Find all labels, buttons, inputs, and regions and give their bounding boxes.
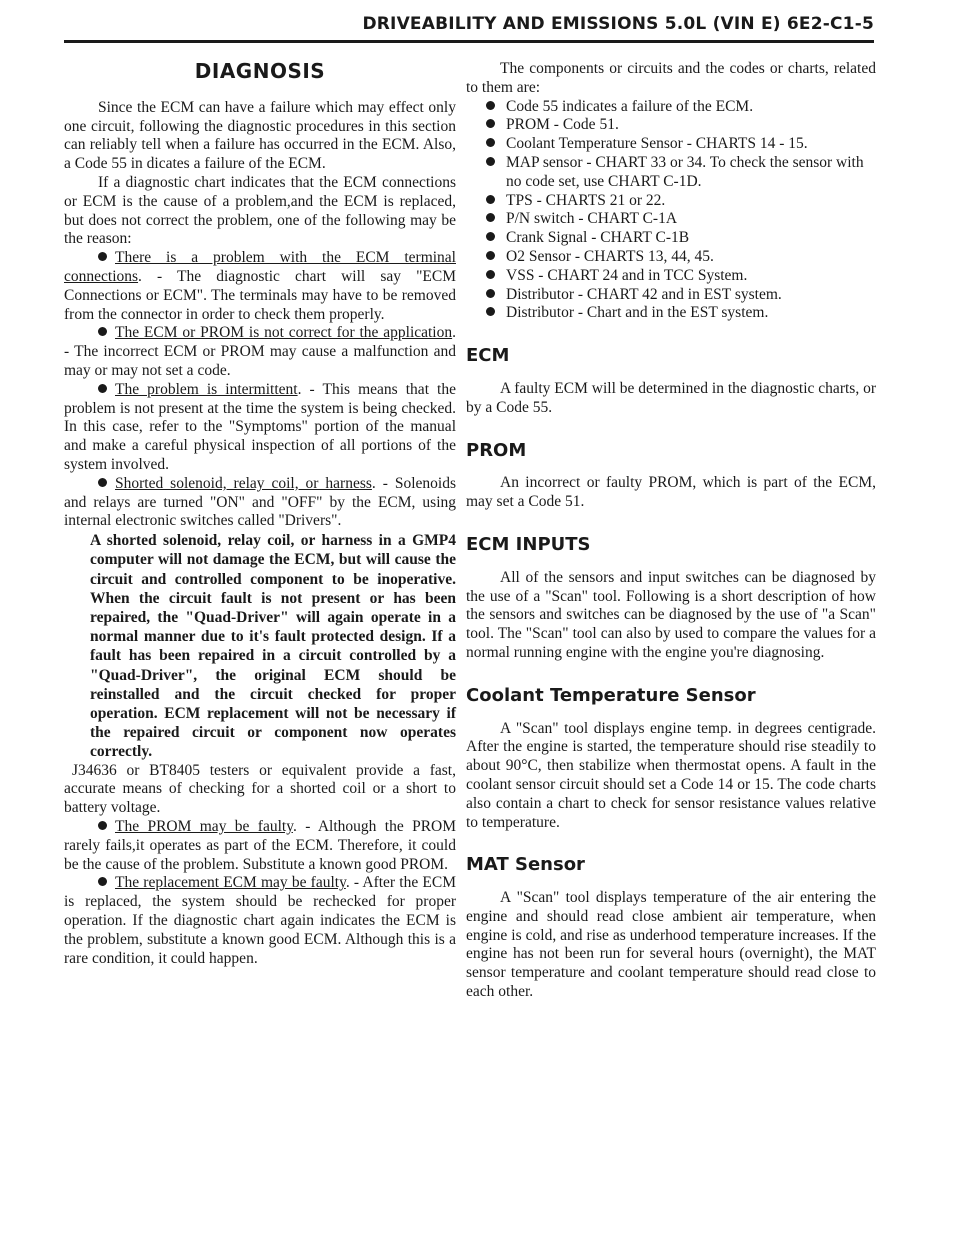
bullet-dot-icon	[486, 251, 495, 260]
paragraph: A "Scan" tool displays temperature of the air entering the engine and should read close ambient air temperature, when engine is cold, and rise as underhood temperature increases. If the engine has not been run for several hours (overnight), the MAT sensor temperature and coolant temperature should read close to each other.	[466, 889, 876, 1001]
bullet-heading: The ECM or PROM is not correct for the application	[115, 324, 453, 342]
paragraph: A "Scan" tool displays engine temp. in degrees centigrade. After the engine is started, the temperature should rise steadily to about 90°C, then stabilize when thermostat opens. A fault in the coolant sensor circuit should set a Code 14 or 15. The code charts also contain a chart to check for sensor resistance values relative to temperature.	[466, 719, 876, 831]
list-item: PROM - Code 51.	[486, 116, 876, 135]
paragraph: J34636 or BT8405 testers or equivalent provide a fast, accurate means of checking for a shorted coil or a short to battery voltage.	[64, 761, 456, 817]
bullet-dot-icon	[486, 213, 495, 222]
bullet-dot-icon	[486, 157, 495, 166]
bullet-text: . - Solenoids and relays are turned "ON" and "OFF" by the ECM, using internal electronic switches called "Drivers".	[64, 474, 457, 530]
bullet-text: . - Although the PROM rarely fails,it operates as part of the ECM. Therefore, it could be the cause of the problem. Substitute a known good PROM.	[64, 817, 457, 873]
paragraph: Since the ECM can have a failure which may effect only one circuit, following the diagnostic procedures in this section can reliably tell when a failure has occurred in the ECM. Also, a Code 55 in dicates a failure of the ECM.	[64, 98, 456, 173]
bullet-item	[64, 381, 456, 475]
components-intro: The components or circuits and the codes or charts, related to them are:	[466, 60, 876, 96]
list-item: TPS - CHARTS 21 or 22.	[486, 192, 876, 211]
section-heading-prom: PROM	[466, 439, 527, 461]
left-column	[64, 60, 456, 968]
bullet-dot-icon	[98, 327, 107, 336]
section-heading-ecm: ECM	[466, 345, 510, 367]
bullet-text: . - This means that the problem is not present at the time the system is being checked. In this case, refer to the "Symptoms" portion of the manual and make a careful physical inspection of all portions of the system involved.	[64, 380, 456, 473]
bullet-dot-icon	[486, 289, 495, 298]
section-heading-coolant-sensor: Coolant Temperature Sensor	[466, 684, 756, 706]
bullet-dot-icon	[486, 101, 495, 110]
section-heading-ecm-inputs: ECM INPUTS	[466, 533, 591, 555]
bold-note: A shorted solenoid, relay coil, or harness in a GMP4 computer will not damage the ECM, but will cause the circuit and controlled component to be inoperative. When the circuit fault is not present or has been repaired, the "Quad-Driver" will again operate in a normal manner due to it's fault protected design. If a fault has been repaired in a circuit controlled by a "Quad-Driver", the original ECM should be reinstalled and the circuit checked for proper operation. ECM replacement will not be necessary if the repaired circuit or component now operates correctly.	[90, 532, 456, 761]
component-list	[486, 98, 876, 324]
page-header	[64, 12, 874, 43]
list-item: MAP sensor - CHART 33 or 34. To check the sensor with no code set, use CHART C-1D.	[486, 154, 876, 192]
bullet-dot-icon	[486, 138, 495, 147]
bullet-text: . - The diagnostic chart will say "ECM Connections or ECM". The terminals may have to be removed from the connector in order to check them properly.	[64, 267, 456, 323]
paragraph: All of the sensors and input switches can be diagnosed by the use of a "Scan" tool. Following is a short description of how the sensors and switches can be diagnosed by the use of "a Scan" tool. The "Scan" tool can also by used to compare the values for a normal running engine with the engine you're diagnosing.	[466, 568, 876, 661]
bullet-dot-icon	[486, 307, 495, 316]
list-item: Coolant Temperature Sensor - CHARTS 14 - 15.	[486, 135, 876, 154]
section-title-diagnosis: DIAGNOSIS	[194, 59, 326, 83]
bullet-heading: There is a problem with the ECM terminal connections	[64, 249, 456, 285]
bullet-dot-icon	[486, 119, 495, 128]
bullet-dot-icon	[98, 877, 107, 886]
list-item: P/N switch - CHART C-1A	[486, 210, 876, 229]
bullet-item	[64, 324, 456, 380]
right-column	[466, 60, 876, 1002]
bullet-heading: Shorted solenoid, relay coil, or harness	[115, 474, 372, 492]
bullet-dot-icon	[486, 270, 495, 279]
bullet-heading: The problem is intermittent	[115, 380, 298, 398]
bullet-heading: The replacement ECM may be faulty	[115, 874, 346, 892]
paragraph: An incorrect or faulty PROM, which is part of the ECM, may set a Code 51.	[466, 474, 876, 511]
bullet-dot-icon	[98, 821, 107, 830]
bullet-dot-icon	[98, 252, 107, 261]
paragraph: If a diagnostic chart indicates that the ECM connections or ECM is the cause of a problem,and the ECM is replaced, but does not correct the problem, one of the following may be the reason:	[64, 173, 456, 248]
bullet-item	[64, 818, 456, 874]
list-item: Distributor - CHART 42 and in EST system.	[486, 286, 876, 305]
bullet-dot-icon	[486, 232, 495, 241]
bullet-dot-icon	[98, 384, 107, 393]
list-item: Distributor - Chart and in the EST system.	[486, 304, 876, 323]
bullet-dot-icon	[98, 478, 107, 487]
list-item: Crank Signal - CHART C-1B	[486, 229, 876, 248]
section-heading-mat-sensor: MAT Sensor	[466, 854, 585, 876]
list-item: VSS - CHART 24 and in TCC System.	[486, 267, 876, 286]
bullet-item	[64, 874, 456, 968]
bullet-dot-icon	[486, 195, 495, 204]
bullet-item	[64, 475, 456, 531]
bullet-text: . - After the ECM is replaced, the system should be rechecked for proper operation. If the diagnostic chart again indicates the ECM is the problem, substitute a known good ECM. Although this is a rare condition, it could happen.	[64, 874, 456, 967]
bullet-heading: The PROM may be faulty	[115, 817, 293, 835]
bullet-item	[64, 249, 456, 324]
header-title: DRIVEABILITY AND EMISSIONS 5.0L (VIN E) 6E2-C1-5	[362, 14, 874, 34]
list-item: Code 55 indicates a failure of the ECM.	[486, 98, 876, 117]
bullet-text: . - The incorrect ECM or PROM may cause a malfunction and may or may not set a code.	[64, 324, 456, 379]
paragraph: A faulty ECM will be determined in the diagnostic charts, or by a Code 55.	[466, 379, 876, 416]
list-item: O2 Sensor - CHARTS 13, 44, 45.	[486, 248, 876, 267]
